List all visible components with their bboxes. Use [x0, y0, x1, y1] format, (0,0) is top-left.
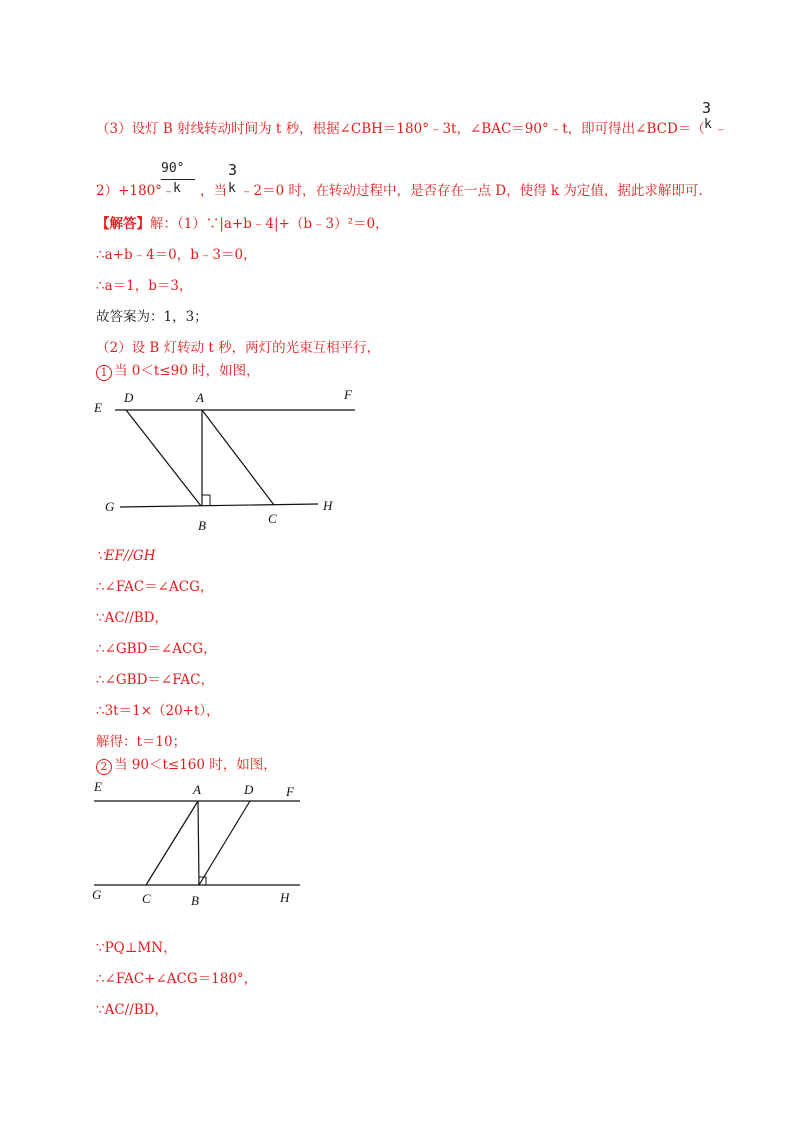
- solution-line4: 故答案为：1，3；: [96, 309, 208, 325]
- case2-heading: [96, 757, 277, 775]
- part3-line2a: 2）+180°﹣: [96, 183, 176, 199]
- case1-heading: [96, 363, 260, 381]
- c1-line2: ∴∠FAC＝∠ACG，: [96, 579, 214, 595]
- denominator: k: [228, 181, 236, 196]
- label-E: E: [94, 779, 102, 794]
- c2-line3: ∵AC//BD，: [96, 1002, 169, 1018]
- figure-1: [90, 380, 370, 540]
- c1-line5: ∴∠GBD＝∠FAC，: [96, 672, 215, 688]
- denominator: k: [704, 117, 712, 132]
- part3-line2b: ，当: [200, 183, 227, 199]
- c1-line3: ∵AC//BD，: [96, 610, 169, 626]
- case2-text: 当 90＜t≤160 时，如图，: [114, 757, 277, 773]
- label-H: H: [323, 498, 333, 513]
- label-H: H: [280, 890, 290, 905]
- solution-line1: [96, 216, 389, 232]
- solution-text: 解：（1）∵|a+b﹣4|+（b﹣3）²＝0，: [150, 216, 389, 232]
- c1-line7: 解得：t＝10；: [96, 734, 187, 750]
- part3-text: （3）设灯 B 射线转动时间为 t 秒，根据∠CBH＝180°﹣3t，∠BAC＝90°﹣t，即可得出∠BCD＝（: [96, 121, 705, 137]
- numerator: 90°: [161, 161, 185, 176]
- denominator: k: [173, 181, 181, 196]
- label-F: F: [286, 784, 294, 799]
- c1-line6: ∴3t＝1×（20+t），: [96, 703, 220, 719]
- label-G: G: [92, 887, 102, 902]
- label-C: C: [268, 511, 277, 526]
- solution-line5: （2）设 B 灯转动 t 秒，两灯的光束互相平行，: [96, 340, 381, 356]
- figure-2: [88, 776, 313, 911]
- label-D: D: [124, 390, 134, 405]
- part3-line1: [96, 121, 705, 137]
- numerator: 3: [228, 161, 238, 179]
- label-D: D: [244, 782, 254, 797]
- label-A: A: [196, 390, 204, 405]
- c1-line1: ∵EF//GH: [96, 548, 156, 564]
- minus-sign: ﹣: [714, 121, 728, 137]
- numerator: 3: [702, 99, 712, 117]
- label-E: E: [94, 400, 102, 415]
- part3-line2c: ﹣2＝0 时，在转动过程中，是否存在一点 D，使得 k 为定值，据此求解即可.: [240, 183, 703, 199]
- solution-label: 【解答】: [96, 216, 150, 232]
- label-B: B: [191, 893, 199, 908]
- c1-line4: ∴∠GBD＝∠ACG，: [96, 641, 217, 657]
- label-C: C: [142, 891, 151, 906]
- circled-number-2: 2: [96, 759, 112, 775]
- solution-line3: ∴a＝1，b＝3，: [96, 278, 193, 294]
- label-G: G: [105, 499, 115, 514]
- solution-line2: ∴a+b﹣4＝0，b﹣3＝0，: [96, 247, 257, 263]
- label-A: A: [193, 782, 201, 797]
- c2-line2: ∴∠FAC+∠ACG＝180°，: [96, 971, 258, 987]
- case1-text: 当 0＜t≤90 时，如图，: [114, 363, 260, 379]
- label-B: B: [198, 518, 206, 533]
- circled-number-1: 1: [96, 365, 112, 381]
- label-F: F: [344, 387, 352, 402]
- c2-line1: ∵PQ⊥MN，: [96, 940, 177, 956]
